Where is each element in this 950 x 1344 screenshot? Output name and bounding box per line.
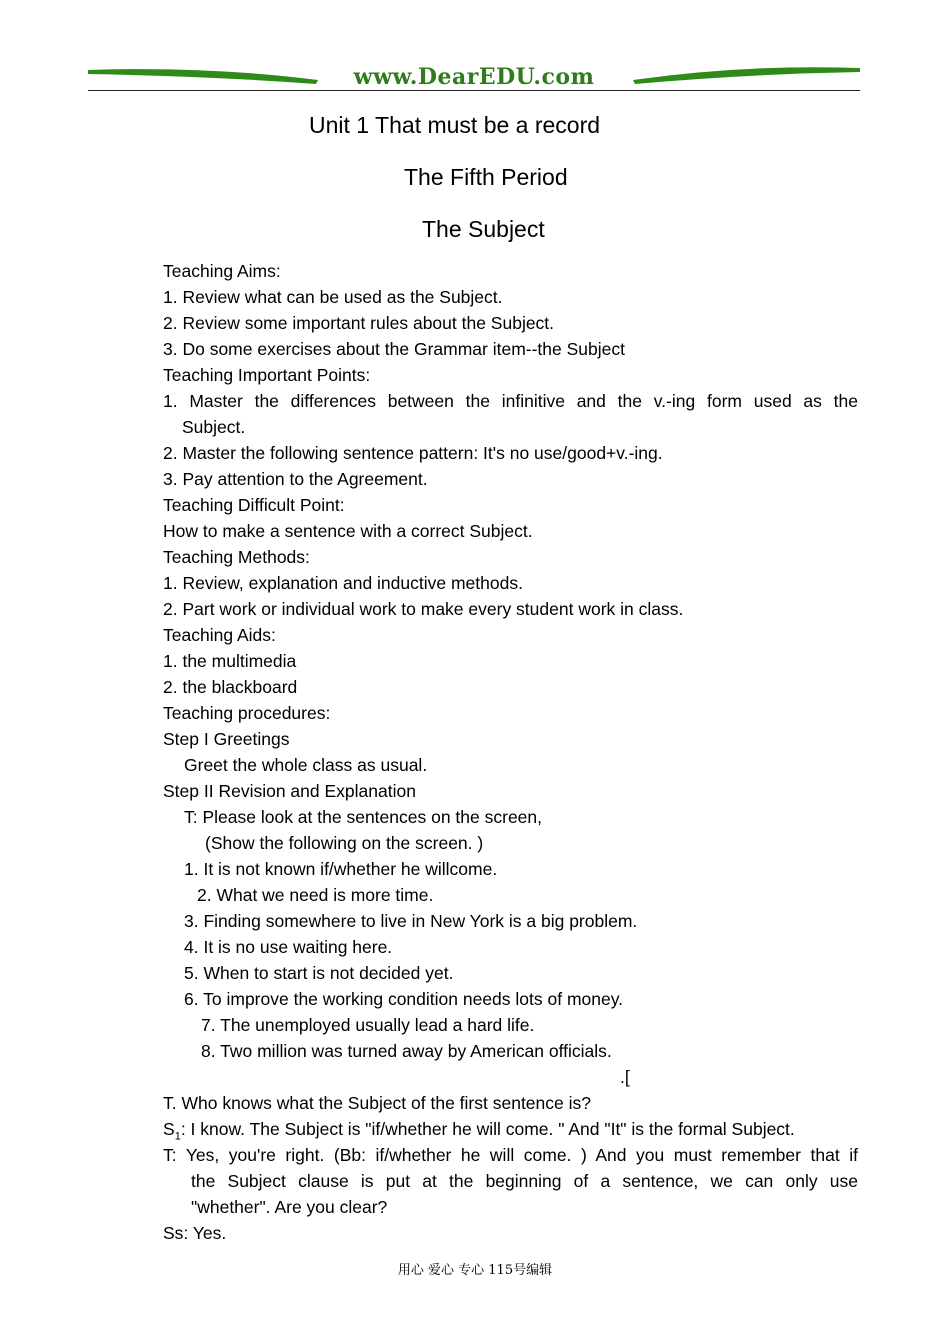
header-divider — [88, 90, 860, 91]
list-item: 1. Master the differences between the infinitive and the v.-ing form used as the — [163, 391, 858, 411]
list-item: 2. Review some important rules about the Subject. — [163, 313, 555, 333]
speaker-label: S — [163, 1119, 175, 1139]
example-sentence: 7. The unemployed usually lead a hard life. — [201, 1015, 535, 1035]
dialogue-line: Ss: Yes. — [163, 1223, 227, 1243]
section-heading: Teaching Aims: — [163, 261, 281, 281]
example-sentence: 4. It is no use waiting here. — [184, 937, 393, 957]
dialogue-line — [163, 1116, 858, 1142]
dialogue-line: T: Yes, you're right. (Bb: if/whether he will come. ) And you must remember that if — [163, 1145, 858, 1165]
stray-mark: .[ — [620, 1067, 630, 1087]
page-footer: 用心 爱心 专心 115号编辑 — [397, 1263, 553, 1278]
section-heading: Teaching Aids: — [163, 625, 276, 645]
example-sentence: 5. When to start is not decided yet. — [184, 963, 454, 983]
list-item: 2. Master the following sentence pattern: It's no use/good+v.-ing. — [163, 443, 663, 463]
list-item: 2. Part work or individual work to make every student work in class. — [163, 599, 684, 619]
section-heading: Teaching Methods: — [163, 547, 310, 567]
example-sentence: 6. To improve the working condition needs lots of money. — [184, 989, 624, 1009]
step-heading: Step I Greetings — [163, 729, 290, 749]
dialogue-continuation: the Subject clause is put at the beginning of a sentence, we can only use — [191, 1171, 858, 1191]
list-item: 3. Do some exercises about the Grammar item--the Subject — [163, 339, 625, 359]
list-item: 1. Review, explanation and inductive methods. — [163, 573, 523, 593]
list-item: 2. the blackboard — [163, 677, 298, 697]
example-sentence: 8. Two million was turned away by American officials. — [201, 1041, 612, 1061]
dialogue-continuation: "whether". Are you clear? — [191, 1197, 388, 1217]
period-title: The Fifth Period — [404, 164, 568, 190]
list-item-continuation: Subject. — [182, 417, 246, 437]
section-heading: Teaching procedures: — [163, 703, 331, 723]
list-item: 3. Pay attention to the Agreement. — [163, 469, 428, 489]
paragraph: (Show the following on the screen. ) — [205, 833, 484, 853]
topic-title: The Subject — [422, 216, 545, 242]
unit-title: Unit 1 That must be a record — [309, 112, 601, 138]
dialogue-text: : I know. The Subject is "if/whether he will come. " And "It" is the formal Subject. — [180, 1119, 795, 1139]
paragraph: Greet the whole class as usual. — [184, 755, 428, 775]
speaker-subscript: 1 — [174, 1130, 181, 1143]
list-item: 1. the multimedia — [163, 651, 297, 671]
site-logo-text: www.DearEDU.com — [353, 64, 595, 90]
section-heading: Teaching Important Points: — [163, 365, 371, 385]
document-body — [163, 258, 858, 1246]
step-heading: Step II Revision and Explanation — [163, 781, 416, 801]
paragraph: How to make a sentence with a correct Subject. — [163, 521, 533, 541]
list-item: 1. Review what can be used as the Subject. — [163, 287, 503, 307]
site-header — [88, 62, 860, 94]
example-sentence: 1. It is not known if/whether he willcome. — [184, 859, 498, 879]
example-sentence: 3. Finding somewhere to live in New York is a big problem. — [184, 911, 638, 931]
dialogue-line: T. Who knows what the Subject of the first sentence is? — [163, 1093, 591, 1113]
dialogue-line: T: Please look at the sentences on the screen, — [184, 807, 542, 827]
section-heading: Teaching Difficult Point: — [163, 495, 345, 515]
example-sentence: 2. What we need is more time. — [197, 885, 434, 905]
